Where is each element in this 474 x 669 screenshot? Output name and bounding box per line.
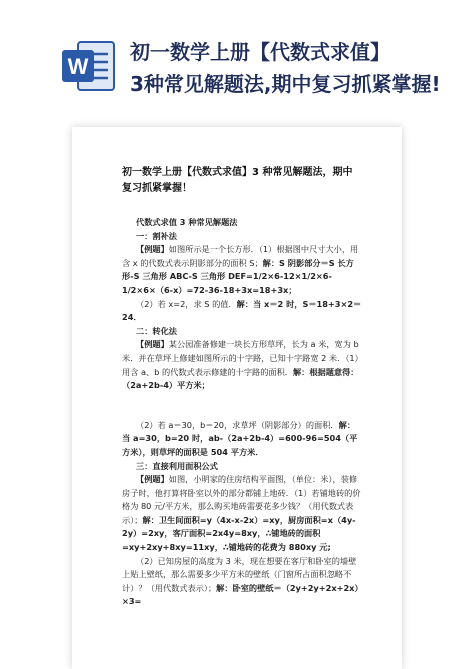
example-label: 【例题】: [136, 244, 169, 255]
document-body: [122, 216, 362, 609]
paragraph-s2-b: [122, 419, 362, 460]
example-text: 某公园准备修建一块长方形草坪，长为 a 米，宽为 b 米．并在草坪上修建如图所示的十字路，已知十字路宽 2 米．（1）用含 a、b 的代数式表示修建的十字路的面积．: [122, 339, 359, 377]
example-label: 【例题】: [136, 339, 169, 350]
document-heading: 代数式求值 3 种常见解题法: [136, 217, 238, 227]
svg-text:W: W: [67, 54, 89, 79]
section-heading-2: 二：转化法: [136, 325, 177, 336]
example-text: 如图所示是一个长方形．（1）根据图中尺寸大小，用含 x 的代数式表示阴影部分的面积 S；: [122, 244, 359, 268]
example-text: （2）若 a＝30，b＝20，求草坪（阴影部分）的面积．: [136, 419, 339, 430]
spacer: [122, 406, 362, 419]
example-label: 【例题】: [136, 474, 169, 485]
section-heading-3: 三：直接利用面积公式: [136, 460, 218, 471]
paragraph-s2-a: [122, 338, 362, 392]
paragraph-s1-a: [122, 243, 362, 297]
paragraph-s3-a: [122, 473, 362, 555]
solution-text: 解：卧室的壁纸＝（2y+2y+2x+2x）×3=: [122, 582, 359, 607]
word-document-icon: [60, 38, 116, 94]
solution-text: 解：根据题意得：（2a+2b-4）平方米；: [122, 366, 359, 391]
header-title-line1: 初一数学上册【代数式求值】: [130, 40, 390, 64]
example-text: （2）若 x=2，求 S 的值．: [136, 298, 237, 309]
solution-text: 解：卫生间面积=y（4x-x-2x）=xy，厨房面积=x（4y-2y）=2xy，客厅面积=2x4y=8xy，∴铺地砖的面积=xy+2xy+8xy=11xy，∴铺地砖的花费为 880xy 元;: [122, 514, 356, 553]
section-heading-1: 一：割补法: [136, 230, 177, 241]
solution-text: 解：当 a=30，b=20 时，ab-（2a+2b-4）=600-96=504（平方米），则草坪的面积是 504 平方米．: [122, 419, 358, 457]
example-text: 如图，小明家的住房结构平面图，（单位：米），装修房子时，他打算将卧室以外的部分都铺上地砖．（1）若铺地砖的价格为 80 元/平方米，那么购买地砖需要花多少钱？（用代数式表示）；: [122, 474, 361, 525]
header-banner: [0, 0, 474, 110]
example-text: （2）已知房屋的高度为 3 米，现在想要在客厅和卧室的墙壁上贴上壁纸，那么需要多少平方米的壁纸（门窗所占面积忽略不计）？（用代数式表示）；: [122, 555, 357, 593]
paragraph-s1-b: [122, 298, 362, 325]
solution-text: 解：当 x＝2 时，S＝18+3×2＝24．: [122, 298, 362, 323]
spacer: [122, 393, 362, 406]
header-title-line2: 3种常见解题法,期中复习抓紧掌握!: [130, 72, 441, 96]
solution-text: 解：S 阴影部分＝S 长方形-S 三角形 ABC-S 三角形 DEF=1/2×6-12×1/2×6-1/2×6×（6-x）=72-36-18+3x=18+3x；: [122, 257, 354, 295]
document-page: [72, 127, 402, 669]
document-title: 初一数学上册【代数式求值】3 种常见解题法，期中复习抓紧掌握！: [122, 167, 353, 194]
paragraph-s3-b: [122, 555, 362, 609]
header-title: [130, 36, 466, 100]
